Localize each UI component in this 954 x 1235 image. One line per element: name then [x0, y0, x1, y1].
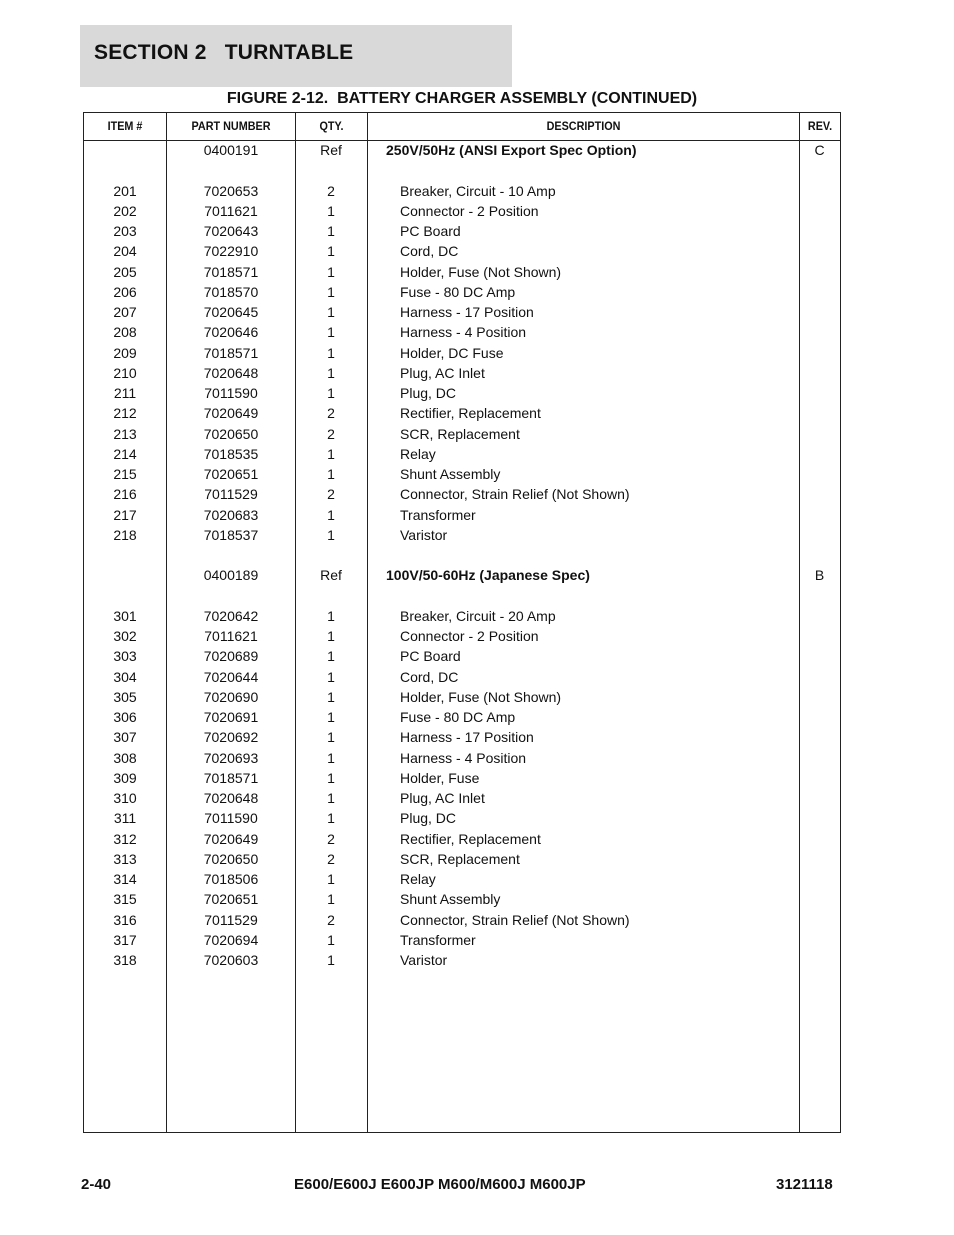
description-cell: Transformer [400, 506, 476, 523]
description-cell: Shunt Assembly [400, 466, 501, 482]
qty-cell: 1 [327, 506, 335, 523]
table-spacer-row [84, 160, 840, 180]
description-cell: Harness - 17 Position [400, 729, 534, 746]
table-body [84, 140, 840, 970]
qty-cell: 1 [327, 688, 335, 705]
description-cell: Holder, Fuse [400, 769, 480, 786]
qty-cell: 1 [327, 324, 335, 341]
description-cell: Connector - 2 Position [400, 628, 539, 644]
item-cell: 210 [113, 364, 137, 381]
item-cell: 304 [113, 668, 137, 685]
table-group-row [84, 140, 840, 160]
part-number-cell: 7020653 [203, 182, 259, 199]
qty-cell: 1 [327, 891, 335, 908]
table-row [84, 707, 840, 727]
item-cell: 315 [113, 891, 137, 908]
item-cell: 213 [113, 425, 137, 442]
part-number-cell: 7020645 [203, 304, 259, 320]
section-header-band [80, 25, 512, 87]
table-row [84, 606, 840, 626]
item-cell: 305 [113, 688, 137, 705]
part-number-cell: 7020643 [203, 223, 259, 239]
description-cell: Cord, DC [400, 243, 459, 260]
item-cell: 310 [113, 790, 137, 806]
qty-cell: 1 [327, 628, 335, 644]
table-row [84, 889, 840, 909]
item-cell: 316 [113, 911, 137, 928]
description-cell: Holder, DC Fuse [400, 344, 504, 361]
table-row [84, 525, 840, 545]
qty-cell: 1 [327, 364, 335, 381]
description-cell: Fuse - 80 DC Amp [400, 709, 516, 725]
part-number-cell: 7018570 [203, 283, 259, 300]
qty-cell: 1 [327, 729, 335, 746]
qty-cell: Ref [320, 567, 342, 584]
page-number: 2-40 [81, 1176, 112, 1193]
description-cell: Connector - 2 Position [400, 202, 539, 219]
item-cell: 205 [113, 263, 137, 280]
item-cell: 307 [113, 729, 137, 746]
description-cell: Plug, DC [400, 385, 457, 401]
description-cell: Relay [400, 871, 436, 887]
qty-cell: 1 [327, 526, 335, 543]
qty-cell: 1 [327, 769, 335, 786]
part-number-cell: 7018535 [203, 445, 259, 462]
item-cell: 214 [113, 445, 137, 462]
table-row [84, 687, 840, 707]
table-row [84, 646, 840, 666]
part-number-cell: 7011590 [204, 385, 258, 401]
table-row [84, 221, 840, 241]
table-row [84, 910, 840, 930]
table-row [84, 403, 840, 423]
table-row [84, 181, 840, 201]
part-number-cell: 7011590 [204, 810, 258, 827]
part-number-cell: 7011529 [204, 911, 258, 928]
part-number-cell: 7020650 [203, 850, 259, 867]
item-cell: 306 [113, 709, 137, 725]
part-number-cell: 0400191 [203, 142, 259, 158]
description-cell: Cord, DC [400, 668, 459, 685]
description-cell: 250V/50Hz (ANSI Export Spec Option) [386, 142, 637, 158]
description-cell: PC Board [400, 223, 461, 239]
item-cell: 311 [113, 810, 137, 827]
qty-cell: 1 [327, 445, 335, 462]
qty-cell: 1 [327, 202, 335, 219]
table-spacer-row [84, 586, 840, 606]
table-row [84, 424, 840, 444]
part-number-cell: 7020646 [203, 324, 259, 341]
item-cell: 217 [113, 506, 137, 523]
item-cell: 209 [113, 344, 137, 361]
description-cell: Plug, AC Inlet [400, 364, 485, 381]
part-number-cell: 7020650 [203, 425, 259, 442]
item-cell: 314 [113, 871, 137, 887]
part-number-cell: 7011621 [204, 202, 258, 219]
part-number-cell: 7011529 [204, 486, 258, 503]
table-spacer-row [84, 545, 840, 565]
qty-cell: 2 [327, 425, 335, 442]
table-row [84, 626, 840, 646]
table-row [84, 727, 840, 747]
item-cell: 215 [113, 466, 137, 482]
qty-cell: 1 [327, 466, 335, 482]
part-number-cell: 7018506 [203, 871, 259, 887]
item-cell: 302 [113, 628, 137, 644]
part-number-cell: 7020649 [203, 830, 259, 847]
part-number-cell: 7020689 [203, 648, 259, 665]
description-cell: Connector, Strain Relief (Not Shown) [400, 911, 630, 928]
description-cell: Varistor [400, 526, 448, 543]
table-row [84, 444, 840, 464]
qty-cell: 1 [327, 304, 335, 320]
description-cell: Relay [400, 445, 436, 462]
table-row [84, 788, 840, 808]
description-cell: Plug, AC Inlet [400, 790, 485, 806]
description-cell: Breaker, Circuit - 10 Amp [400, 182, 556, 199]
table-row [84, 768, 840, 788]
table-row [84, 302, 840, 322]
description-cell: Harness - 4 Position [400, 324, 527, 341]
description-cell: Shunt Assembly [400, 891, 501, 908]
item-cell: 212 [113, 405, 137, 422]
qty-cell: 1 [327, 931, 335, 948]
part-number-cell: 7018571 [203, 769, 259, 786]
header-qty: QTY. [319, 119, 344, 133]
description-cell: SCR, Replacement [400, 850, 520, 867]
qty-cell: 1 [327, 607, 335, 624]
item-cell: 303 [113, 648, 137, 665]
part-number-cell: 7020648 [203, 364, 259, 381]
header-item: ITEM # [107, 119, 143, 133]
item-cell: 312 [113, 830, 137, 847]
qty-cell: Ref [320, 142, 342, 158]
qty-cell: 1 [327, 668, 335, 685]
item-cell: 218 [113, 526, 137, 543]
section-title: SECTION 2 TURNTABLE [94, 41, 354, 64]
qty-cell: 1 [327, 243, 335, 260]
table-row [84, 282, 840, 302]
item-cell: 204 [113, 243, 137, 260]
part-number-cell: 7018571 [203, 263, 259, 280]
qty-cell: 1 [327, 385, 335, 401]
table-row [84, 363, 840, 383]
part-number-cell: 0400189 [203, 567, 259, 584]
item-cell: 207 [113, 304, 137, 320]
qty-cell: 2 [327, 182, 335, 199]
rev-cell: B [814, 567, 825, 584]
qty-cell: 1 [327, 810, 335, 827]
qty-cell: 1 [327, 344, 335, 361]
table-row [84, 505, 840, 525]
table-row [84, 667, 840, 687]
part-number-cell: 7018571 [203, 344, 259, 361]
table-row [84, 950, 840, 970]
part-number-cell: 7020651 [203, 466, 259, 482]
qty-cell: 1 [327, 749, 335, 766]
header-part-number: PART NUMBER [191, 119, 271, 133]
item-cell: 308 [113, 749, 137, 766]
description-cell: Connector, Strain Relief (Not Shown) [400, 486, 630, 503]
qty-cell: 2 [327, 405, 335, 422]
table-row [84, 464, 840, 484]
part-number-cell: 7020691 [203, 709, 259, 725]
qty-cell: 1 [327, 223, 335, 239]
description-cell: Rectifier, Replacement [400, 830, 541, 847]
part-number-cell: 7022910 [203, 243, 259, 260]
part-number-cell: 7020648 [203, 790, 259, 806]
part-number-cell: 7020683 [203, 506, 259, 523]
table-row [84, 748, 840, 768]
item-cell: 206 [113, 283, 137, 300]
part-number-cell: 7020693 [203, 749, 259, 766]
qty-cell: 1 [327, 790, 335, 806]
table-row [84, 808, 840, 828]
item-cell: 202 [113, 202, 137, 219]
table-row [84, 322, 840, 342]
description-cell: Holder, Fuse (Not Shown) [400, 688, 562, 705]
qty-cell: 1 [327, 263, 335, 280]
part-number-cell: 7020644 [203, 668, 259, 685]
header-rev: REV. [807, 119, 833, 133]
item-cell: 301 [113, 607, 137, 624]
item-cell: 201 [113, 182, 137, 199]
part-number-cell: 7020692 [203, 729, 259, 746]
part-number-cell: 7020690 [203, 688, 259, 705]
qty-cell: 2 [327, 830, 335, 847]
part-number-cell: 7020649 [203, 405, 259, 422]
description-cell: Harness - 4 Position [400, 749, 527, 766]
model-list: E600/E600J E600JP M600/M600J M600JP [294, 1176, 586, 1193]
table-row [84, 829, 840, 849]
qty-cell: 1 [327, 709, 335, 725]
qty-cell: 1 [327, 283, 335, 300]
description-cell: Holder, Fuse (Not Shown) [400, 263, 562, 280]
qty-cell: 1 [327, 952, 335, 968]
description-cell: Rectifier, Replacement [400, 405, 541, 422]
qty-cell: 2 [327, 486, 335, 503]
description-cell: 100V/50-60Hz (Japanese Spec) [386, 567, 590, 584]
document-number: 3121118 [776, 1176, 833, 1193]
table-row [84, 849, 840, 869]
description-cell: Varistor [400, 952, 448, 968]
parts-table [83, 112, 841, 1133]
item-cell: 309 [113, 769, 137, 786]
rev-cell: C [814, 142, 825, 158]
header-description: DESCRIPTION [546, 119, 621, 133]
table-row [84, 869, 840, 889]
qty-cell: 1 [327, 871, 335, 887]
description-cell: Fuse - 80 DC Amp [400, 283, 516, 300]
item-cell: 317 [113, 931, 137, 948]
table-row [84, 484, 840, 504]
table-row [84, 383, 840, 403]
item-cell: 313 [113, 850, 137, 867]
description-cell: Harness - 17 Position [400, 304, 534, 320]
item-cell: 216 [113, 486, 137, 503]
item-cell: 208 [113, 324, 137, 341]
description-cell: PC Board [400, 648, 461, 665]
figure-title: FIGURE 2-12. BATTERY CHARGER ASSEMBLY (CONTINUED) [226, 90, 698, 107]
description-cell: Breaker, Circuit - 20 Amp [400, 607, 556, 624]
description-cell: Plug, DC [400, 810, 457, 827]
table-row [84, 262, 840, 282]
qty-cell: 2 [327, 850, 335, 867]
item-cell: 318 [113, 952, 137, 968]
part-number-cell: 7018537 [203, 526, 259, 543]
qty-cell: 2 [327, 911, 335, 928]
item-cell: 203 [113, 223, 137, 239]
table-row [84, 241, 840, 261]
qty-cell: 1 [327, 648, 335, 665]
table-group-row [84, 565, 840, 585]
table-row [84, 930, 840, 950]
part-number-cell: 7020651 [203, 891, 259, 908]
part-number-cell: 7020603 [203, 952, 259, 968]
part-number-cell: 7020694 [203, 931, 259, 948]
table-row [84, 343, 840, 363]
description-cell: SCR, Replacement [400, 425, 520, 442]
table-row [84, 201, 840, 221]
item-cell: 211 [113, 385, 137, 401]
description-cell: Transformer [400, 931, 476, 948]
part-number-cell: 7011621 [204, 628, 258, 644]
part-number-cell: 7020642 [203, 607, 259, 624]
